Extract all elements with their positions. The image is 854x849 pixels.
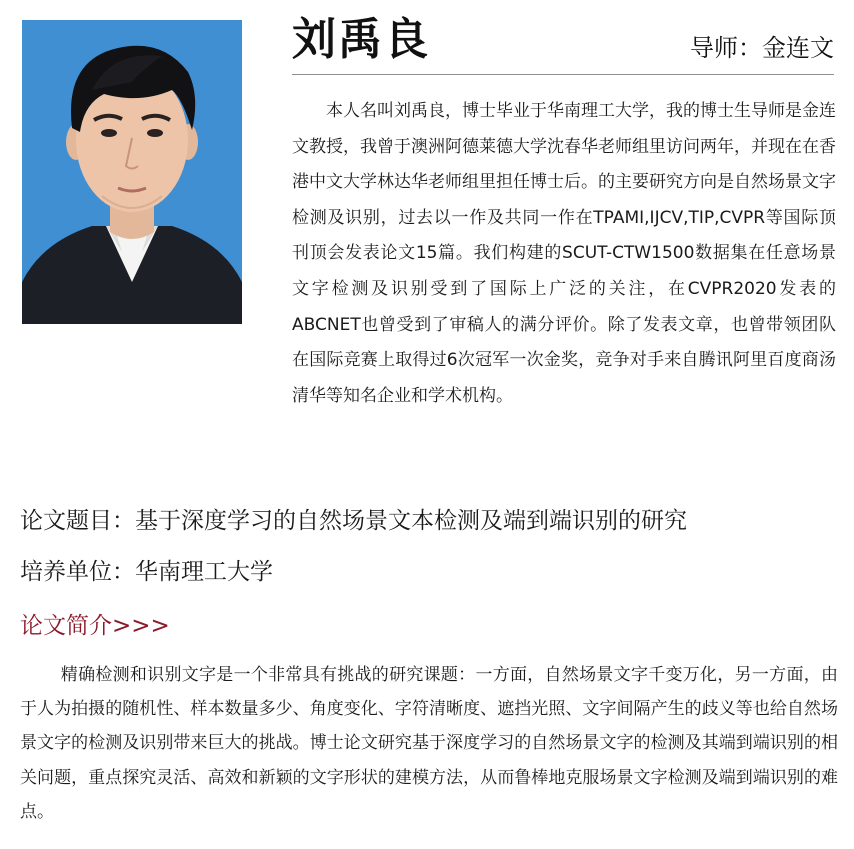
portrait-icon [22,20,242,324]
person-name: 刘禹良 [292,14,430,65]
training-unit: 培养单位：华南理工大学 [20,559,273,585]
portrait-photo [22,20,242,324]
advisor-label: 导师：金连文 [690,34,834,62]
thesis-abstract: 精确检测和识别文字是一个非常具有挑战的研究课题：一方面，自然场景文字千变万化，另一方面，由于人为拍摄的随机性、样本数量多少、角度变化、字符清晰度、遮挡光照、文字间隔产生的歧义等也给自然场景文字的检测及识别带来巨大的挑战。博士论文研究基于深度学习的自然场景文字的检测及其端到端识别的相关问题，重点探究灵活、高效和新颖的文字形状的建模方法，从而鲁棒地克服场景文字检测及端到端识别的难点。 [20,665,838,822]
bio-paragraph: 本人名叫刘禹良，博士毕业于华南理工大学，我的博士生导师是金连文教授，我曾于澳洲阿德莱德大学沈春华老师组里访问两年，并现在在香港中文大学林达华老师组里担任博士后。的主要研究方向是自然场景文字检测及识别，过去以一作及共同一作在TPAMI,IJCV,TIP,CVPR等国际顶刊顶会发表论文15篇。我们构建的SCUT-CTW1500数据集在任意场景文字检测及识别受到了国际上广泛的关注，在CVPR2020发表的ABCNET也曾受到了审稿人的满分评价。除了发表文章，也曾带领团队在国际竞赛上取得过6次冠军一次金奖，竞争对手来自腾讯阿里百度商汤清华等知名企业和学术机构。 [292,101,836,406]
thesis-topic: 论文题目：基于深度学习的自然场景文本检测及端到端识别的研究 [20,508,687,534]
thesis-intro-heading: 论文简介>>> [20,613,170,639]
header-divider [292,74,834,75]
